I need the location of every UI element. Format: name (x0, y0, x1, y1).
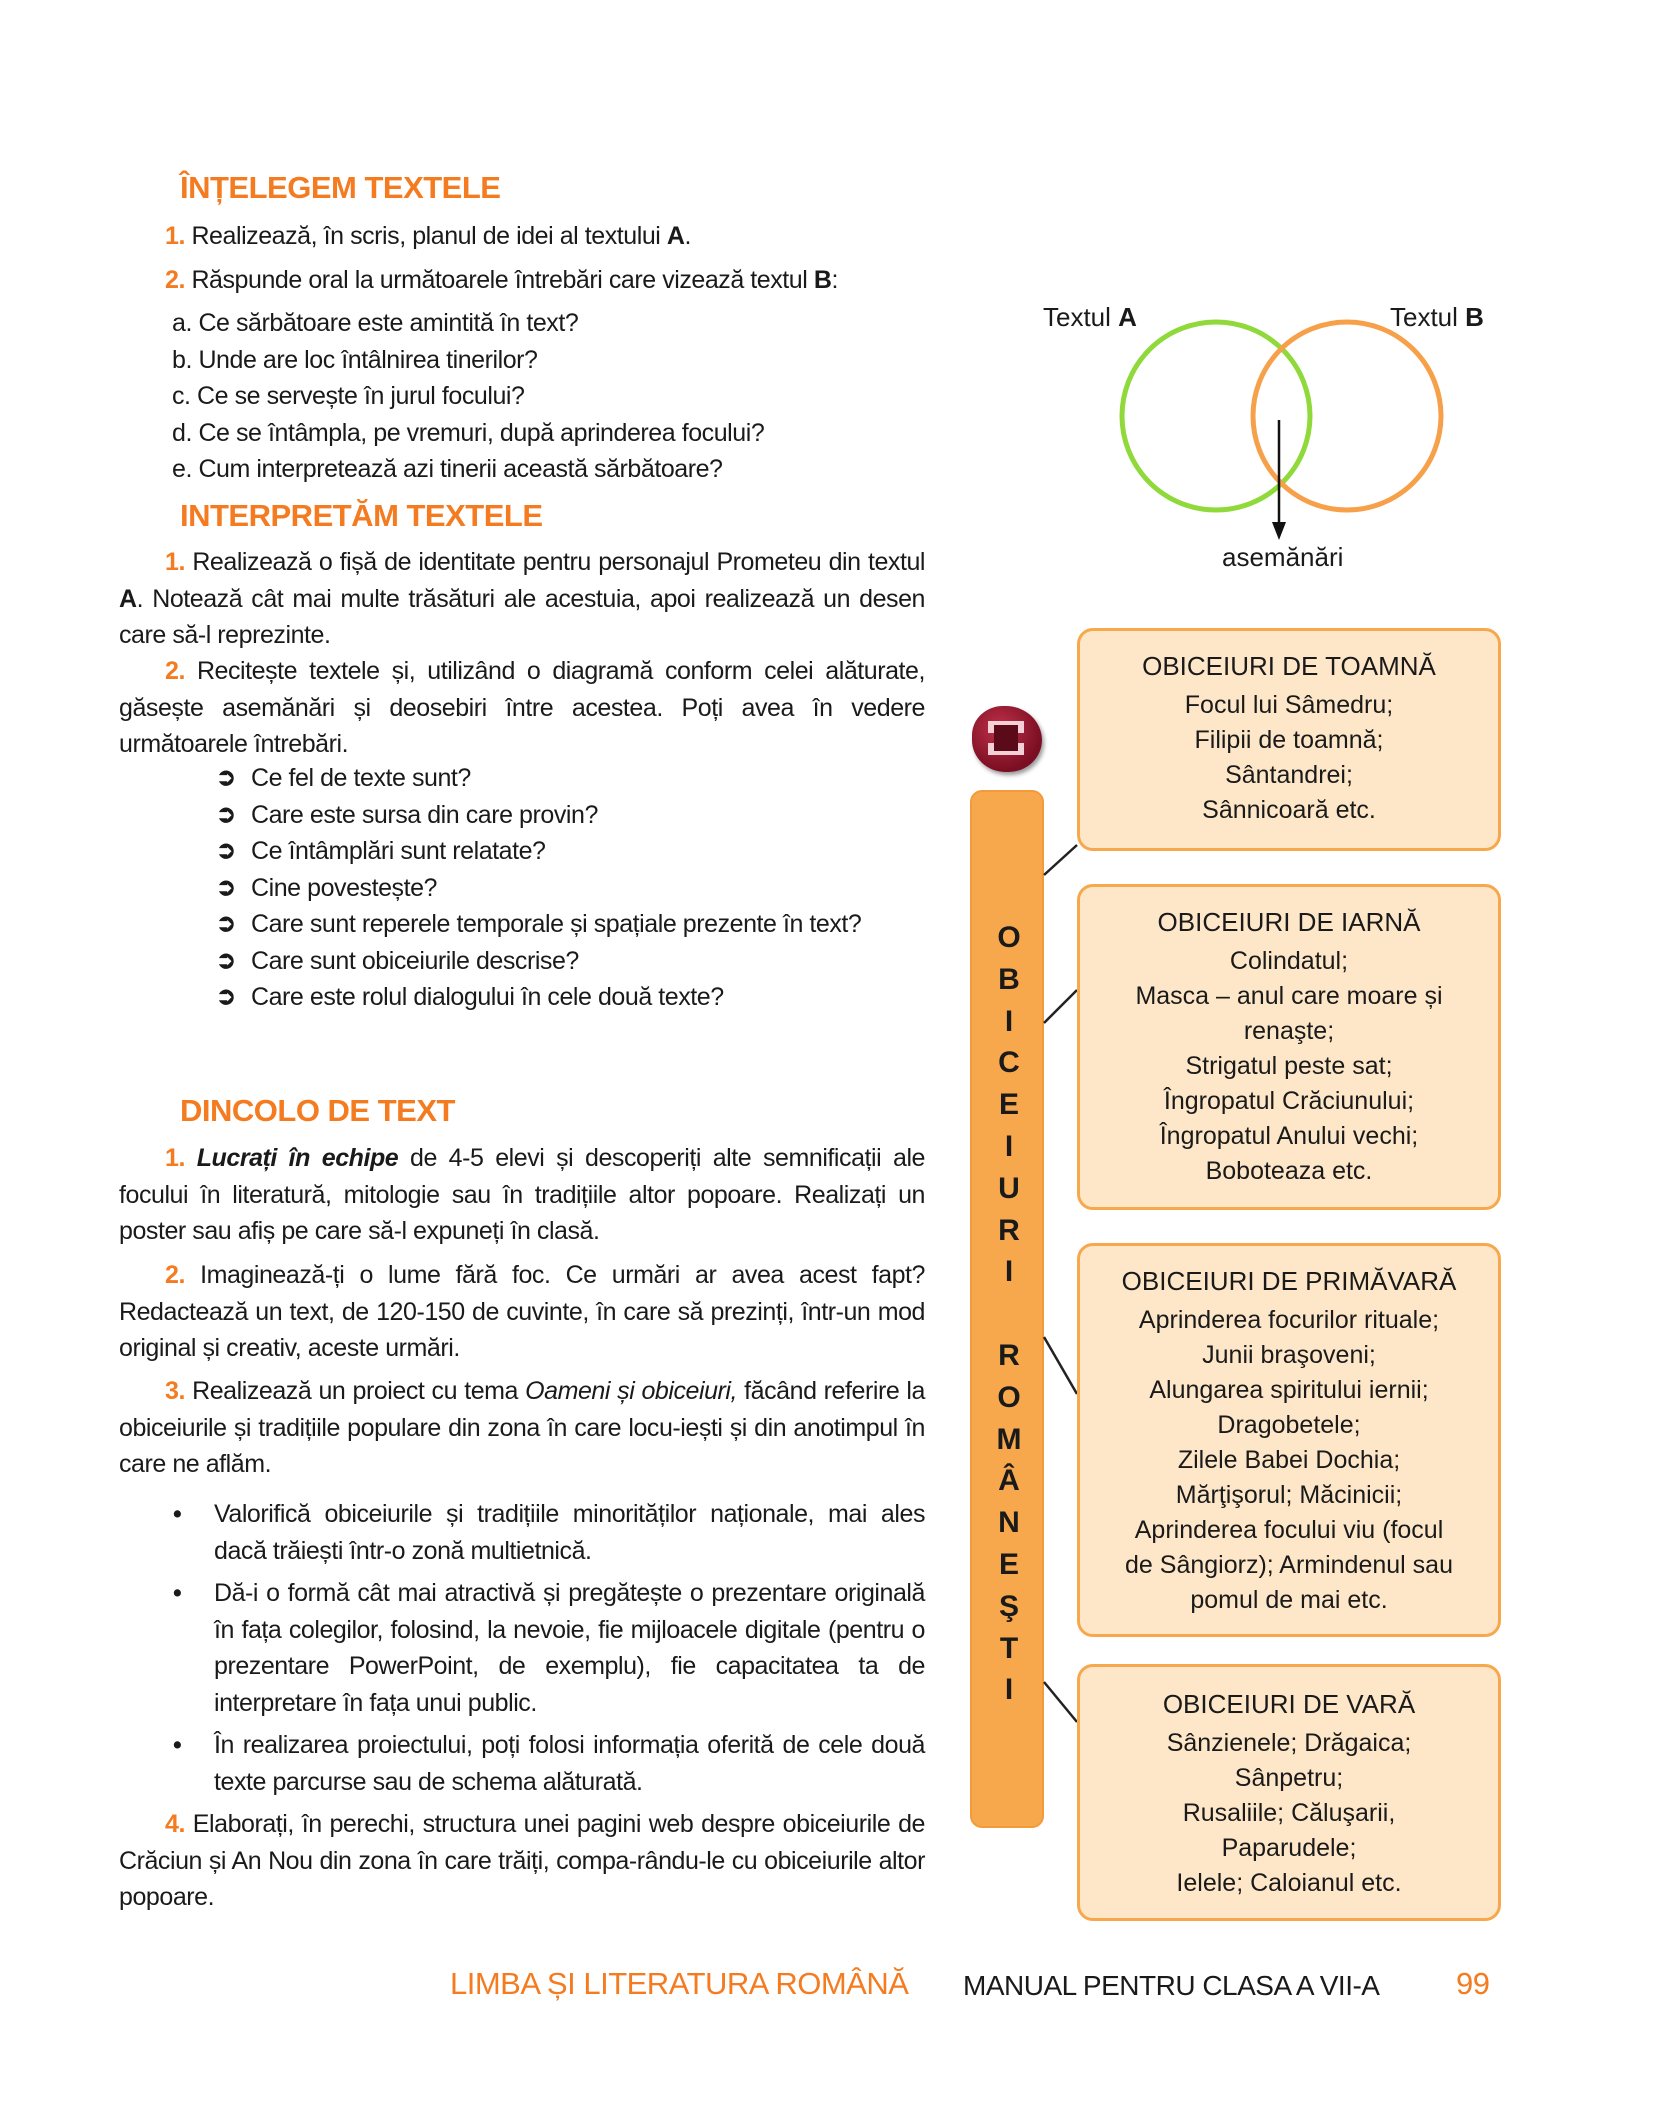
box-line: Sânzienele; Drăgaica; (1166, 1729, 1412, 1757)
box-title: OBICEIURI DE TOAMNĂ (1142, 651, 1436, 681)
bullet-item (173, 1727, 925, 1800)
task-text: Realizează, în scris, planul de idei al textului (191, 222, 667, 250)
box-line: Boboteaza etc. (1205, 1157, 1373, 1185)
interpret-task-2 (119, 653, 925, 763)
box-title: OBICEIURI DE VARĂ (1162, 1689, 1416, 1719)
arrow-bullet-icon: ➲ (216, 764, 236, 791)
task-text-end: făcând referire la obiceiurile și tradițiile populare din zona în care locu-iești și din anotimpul în care ne aflăm. (119, 1377, 925, 1478)
box-line: Sânnicoară etc. (1202, 796, 1376, 824)
box-line: Filipii de toamnă; (1194, 726, 1384, 754)
bullet-list (173, 1496, 925, 1800)
venn-label-bold: A (1118, 302, 1137, 332)
section-heading-dincolo: DINCOLO DE TEXT (180, 1093, 455, 1128)
task-end: : (831, 266, 838, 294)
box-line: Îngropatul Anului vechi; (1159, 1122, 1419, 1150)
task-end: . (684, 222, 691, 250)
arrow-item-text: Care sunt reperele temporale și spațiale prezente în text? (251, 910, 862, 938)
vertical-title-letter: N (998, 1506, 1020, 1540)
box-title: OBICEIURI DE IARNĂ (1157, 907, 1421, 937)
box-line: Strigatul peste sat; (1185, 1052, 1393, 1080)
box-line: Mărţişorul; Măcinicii; (1175, 1481, 1403, 1509)
section-heading-intelegem: ÎNȚELEGEM TEXTELE (180, 170, 501, 205)
beyond-task-2 (119, 1257, 925, 1367)
similarities-arrow-head (1272, 522, 1286, 540)
arrow-bullet-icon: ➲ (216, 910, 236, 937)
box-autumn-customs (1077, 628, 1501, 851)
task-number: 3. (165, 1377, 185, 1405)
venn-label-bold: B (1465, 302, 1484, 332)
footer-subject: LIMBA ȘI LITERATURA ROMÂNĂ (450, 1966, 909, 2001)
bullet-dot-icon: • (173, 1731, 182, 1759)
vertical-title-letter: C (998, 1046, 1020, 1080)
task-text: Imaginează-ți o lume fără foc. Ce urmări ar avea acest fapt? Redactează un text, de 120-150 de cuvinte, în care să prezinți, într-un mod original și creativ, aceste urmări. (119, 1261, 926, 1362)
box-line: Masca – anul care moare și (1135, 982, 1443, 1010)
connector-line-summer (1044, 1682, 1077, 1722)
box-spring-customs (1077, 1243, 1501, 1637)
task-2 (165, 262, 965, 299)
arrow-item (216, 833, 925, 870)
vertical-title-letter: M (996, 1422, 1022, 1456)
vertical-title-letter: R (998, 1339, 1020, 1372)
beyond-task-3 (119, 1373, 925, 1483)
box-line: Paparudele; (1221, 1834, 1357, 1862)
box-line: Îngropatul Crăciunului; (1163, 1087, 1415, 1115)
bullet-item (173, 1496, 925, 1569)
arrow-item-text: Cine povestește? (251, 873, 437, 902)
interpret-task-1 (119, 544, 925, 654)
bullet-item (173, 1575, 925, 1721)
vertical-title-letter: I (1004, 1130, 1014, 1163)
task-text: Realizează o fișă de identitate pentru personajul Prometeu din textul (192, 548, 926, 576)
arrow-item-text: Ce fel de texte sunt? (251, 764, 471, 792)
box-line: Sântandrei; (1225, 761, 1353, 789)
question-item: e. Cum interpretează azi tinerii această sărbătoare? (172, 455, 723, 483)
arrow-bullet-icon: ➲ (216, 800, 236, 828)
vertical-title-letter: E (998, 1548, 1019, 1581)
bullet-text: Dă-i o formă cât mai atractivă și pregătește o prezentare originală în fața colegilor, folosind, la nevoie, fie mijloacele digitale (pentru o prezentare PowerPoint, de exemplu), fie capacitatea ta de interpretare în fața unui public. (214, 1579, 925, 1717)
arrow-question-list (216, 760, 925, 1016)
beyond-task-1 (119, 1140, 925, 1250)
arrow-bullet-icon: ➲ (216, 873, 236, 901)
task-bold: A (119, 584, 137, 613)
vertical-title-letter: I (1004, 1255, 1014, 1289)
box-line: Zilele Babei Dochia; (1177, 1446, 1401, 1474)
task-emphasis: Lucrați în echipe (196, 1144, 399, 1172)
question-item: a. Ce sărbătoare este amintită în text? (172, 309, 579, 337)
box-line: Sânpetru; (1234, 1764, 1344, 1792)
arrow-bullet-icon: ➲ (216, 946, 236, 974)
film-icon (972, 706, 1042, 772)
task-number: 2. (165, 266, 185, 294)
bullet-text: Valorifică obiceiurile și tradițiile minorităților naționale, mai ales dacă trăiești într-o zonă multietnică. (214, 1500, 925, 1565)
task-emphasis: Oameni și obiceiuri, (525, 1377, 738, 1405)
bullet-text: În realizarea proiectului, poți folosi informația oferită de cele două texte parcurse sau de schema alăturată. (214, 1731, 925, 1796)
task-number: 2. (165, 657, 185, 685)
box-summer-customs (1077, 1664, 1501, 1921)
box-line: Focul lui Sâmedru; (1184, 691, 1394, 719)
task-text: de 4-5 elevi și descoperiți alte semnificații ale focului în literatură, mitologie sau în tradițiile altor popoare. Realizați un poster sau afiș pe care să-l expuneți în clasă. (119, 1144, 925, 1245)
venn-label-b (1390, 302, 1484, 333)
arrow-item-text: Care este rolul dialogului în cele două texte? (251, 983, 724, 1011)
vertical-title-letter: O (997, 921, 1021, 954)
task-number: 1. (165, 222, 185, 250)
vertical-title-letter: T (999, 1631, 1019, 1665)
arrow-bullet-icon: ➲ (216, 983, 236, 1010)
connector-line-winter (1044, 990, 1077, 1023)
box-line: de Sângiorz); Armindenul sau (1125, 1551, 1453, 1579)
page-number: 99 (1456, 1966, 1490, 2001)
arrow-item (216, 979, 925, 1016)
task-number: 2. (165, 1261, 185, 1289)
task-bold: B (813, 266, 832, 294)
box-line: pomul de mai etc. (1190, 1586, 1388, 1614)
venn-label-text: Textul (1043, 302, 1119, 332)
task-text: Elaborați, în perechi, structura unei pagini web despre obiceiurile de Crăciun și An Nou din zona în care trăiți, compa-rându-le cu obiceiurile altor popoare. (119, 1810, 925, 1911)
arrow-item (216, 870, 925, 907)
vertical-title-letter: B (998, 962, 1020, 996)
beyond-task-4 (119, 1806, 925, 1916)
vertical-title-letter: U (998, 1171, 1020, 1205)
box-line: Aprinderea focului viu (focul (1134, 1516, 1444, 1544)
venn-similarities-label: asemănări (1222, 542, 1344, 572)
connector-line-spring (1044, 1337, 1077, 1394)
box-line: Alungarea spiritului iernii; (1149, 1376, 1429, 1404)
arrow-item (216, 943, 925, 980)
box-title: OBICEIURI DE PRIMĂVARĂ (1121, 1266, 1457, 1296)
task-text-end: . Notează cât mai multe trăsături ale acestuia, apoi realizează un desen care să-l reprezinte. (119, 584, 925, 649)
vertical-title-letter: R (998, 1213, 1020, 1247)
arrow-item (216, 906, 925, 943)
task-number: 4. (165, 1810, 185, 1838)
box-line: Ielele; Caloianul etc. (1176, 1869, 1402, 1897)
arrow-item-text: Ce întâmplări sunt relatate? (251, 837, 546, 865)
vertical-title-letter: E (998, 1088, 1019, 1122)
venn-label-text: Textul (1390, 302, 1466, 332)
question-item: d. Ce se întâmpla, pe vremuri, după aprinderea focului? (172, 418, 765, 447)
vertical-title-letter: I (1004, 1004, 1014, 1038)
question-list-a (172, 305, 932, 488)
question-item: b. Unde are loc întâlnirea tinerilor? (172, 345, 538, 374)
vertical-title-letter: I (1004, 1673, 1014, 1707)
box-line: Rusaliile; Căluşarii, (1182, 1799, 1396, 1827)
venn-circle-text-b (1253, 322, 1441, 510)
box-line: Colindatul; (1229, 947, 1349, 975)
arrow-item-text: Care este sursa din care provin? (251, 800, 598, 829)
vertical-title-letter: Â (998, 1464, 1020, 1498)
connector-line-autumn (1044, 845, 1077, 875)
box-line: renaşte; (1243, 1017, 1335, 1045)
question-item: c. Ce se servește în jurul focului? (172, 382, 525, 410)
task-1 (165, 218, 945, 255)
section-heading-interpretam: INTERPRETĂM TEXTELE (180, 498, 543, 533)
task-bold: A (666, 222, 685, 250)
bullet-dot-icon: • (173, 1579, 182, 1607)
venn-label-a (1043, 302, 1137, 333)
box-winter-customs (1077, 884, 1501, 1210)
bullet-dot-icon: • (173, 1500, 182, 1528)
box-line: Aprinderea focurilor rituale; (1138, 1306, 1440, 1334)
arrow-item (216, 760, 925, 797)
task-text: Recitește textele și, utilizând o diagramă conform celei alăturate, găsește asemănări și deosebiri între acestea. Poți avea în vedere următoarele întrebări. (119, 657, 925, 758)
box-line: Dragobetele; (1217, 1411, 1361, 1439)
task-text: Răspunde oral la următoarele întrebări care vizează textul (191, 266, 814, 294)
task-text: Realizează un proiect cu tema (192, 1377, 526, 1405)
footer-manual: MANUAL PENTRU CLASA A VII-A (963, 1970, 1380, 2001)
task-number: 1. (165, 1144, 185, 1172)
arrow-item (216, 797, 925, 834)
arrow-bullet-icon: ➲ (216, 837, 236, 864)
vertical-title-letter: O (997, 1380, 1021, 1414)
vertical-title-bar (970, 790, 1044, 1828)
vertical-title-letter: Ş (998, 1589, 1019, 1623)
arrow-item-text: Care sunt obiceiurile descrise? (251, 946, 579, 975)
box-line: Junii braşoveni; (1202, 1341, 1376, 1369)
task-number: 1. (165, 548, 185, 576)
